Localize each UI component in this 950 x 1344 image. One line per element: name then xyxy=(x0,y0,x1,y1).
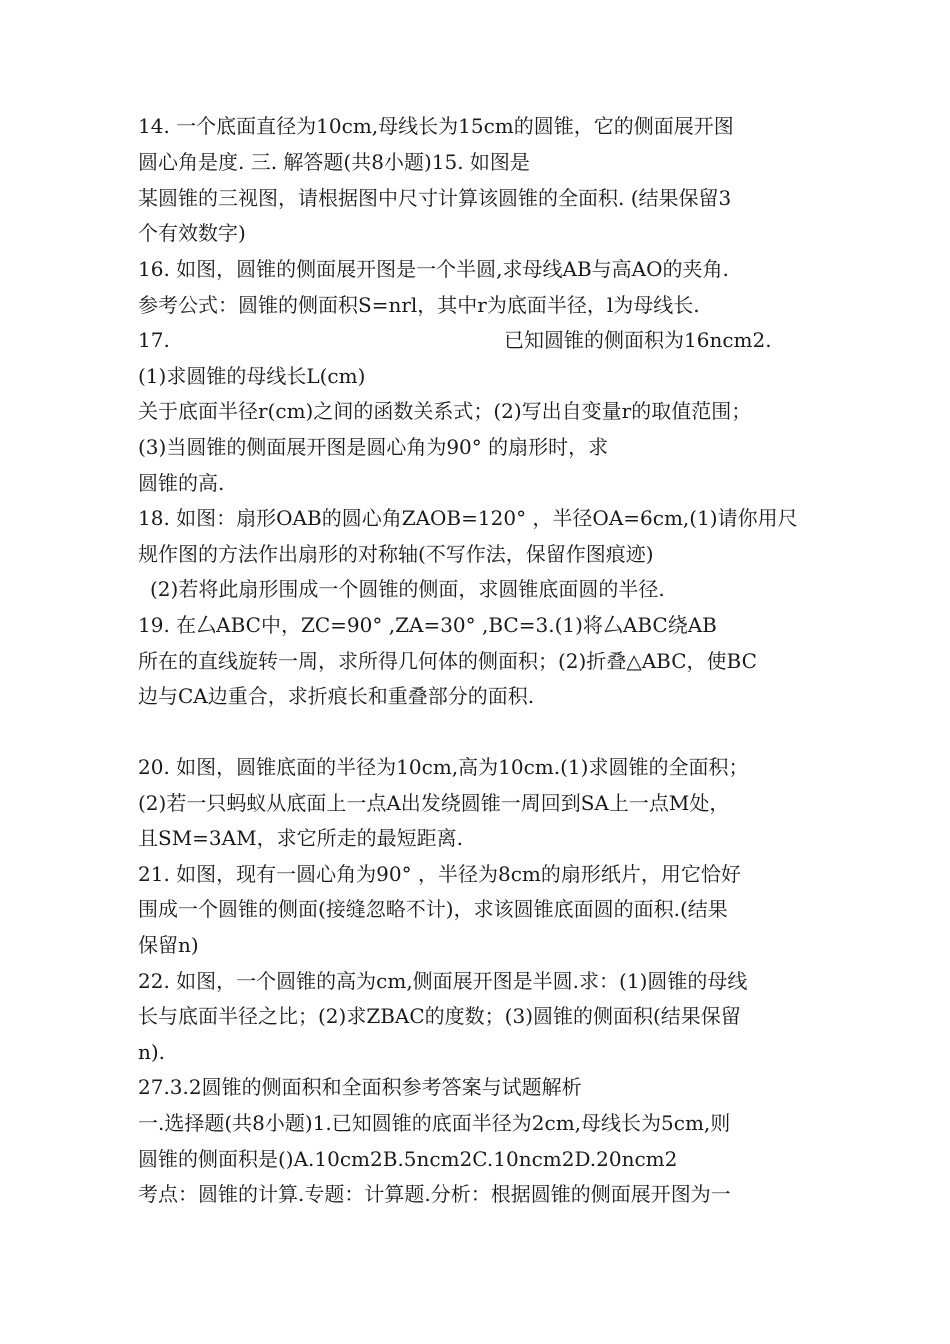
text-line-answer-q1: 一.选择题(共8小题)1.已知圆锥的底面半径为2cm,母线长为5cm,则 xyxy=(138,1111,731,1135)
text-line-q15-cont: 个有效数字) xyxy=(138,221,246,245)
text-line-answer-q1-analysis: 考点：圆锥的计算.专题：计算题.分析：根据圆锥的侧面展开图为一 xyxy=(138,1182,731,1206)
text-line-q17-stem: 已知圆锥的侧面积为16ncm2. xyxy=(504,328,772,352)
text-line-q14-cont: 圆心角是度. 三. 解答题(共8小题)15. 如图是 xyxy=(138,150,530,174)
text-line-answer-q1-options: 圆锥的侧面积是()A.10cm2B.5ncm2C.10ncm2D.20ncm2 xyxy=(138,1147,678,1171)
text-line-formula: 参考公式：圆锥的侧面积S=nrl，其中r为底面半径，l为母线长. xyxy=(138,293,700,317)
text-line-q19-cont: 所在的直线旋转一周，求所得几何体的侧面积；(2)折叠△ABC，使BC xyxy=(138,649,757,673)
text-line-q18-part2: (2)若将此扇形围成一个圆锥的侧面，求圆锥底面圆的半径. xyxy=(150,577,665,601)
text-line-q14: 14. 一个底面直径为10cm,母线长为15cm的圆锥，它的侧面展开图 xyxy=(138,114,734,138)
text-line-q16: 16. 如图，圆锥的侧面展开图是一个半圆,求母线AB与高AO的夹角. xyxy=(138,257,729,281)
text-line-q20-end: 且SM=3AM，求它所走的最短距离. xyxy=(138,826,463,850)
text-line-q18-cont: 规作图的方法作出扇形的对称轴(不写作法，保留作图痕迹) xyxy=(138,542,654,566)
text-line-q20-part2: (2)若一只蚂蚁从底面上一点A出发绕圆锥一周回到SA上一点M处， xyxy=(138,791,730,815)
text-line-q22-end: n). xyxy=(138,1040,166,1064)
text-line-q21: 21. 如图，现有一圆心角为90° ，半径为8cm的扇形纸片，用它恰好 xyxy=(138,862,741,886)
text-line-q19: 19. 在厶ABC中，ZC=90° ,ZA=30° ,BC=3.(1)将厶ABC绕AB xyxy=(138,613,717,637)
text-line-q21-cont: 围成一个圆锥的侧面(接缝忽略不计)，求该圆锥底面圆的面积.(结果 xyxy=(138,897,728,921)
text-line-q17-part1: (1)求圆锥的母线长L(cm) xyxy=(138,364,366,388)
text-line-q17-number: 17. xyxy=(138,328,170,352)
text-line-q22: 22. 如图，一个圆锥的高为cm,侧面展开图是半圆.求：(1)圆锥的母线 xyxy=(138,969,748,993)
text-line-q15: 某圆锥的三视图，请根据图中尺寸计算该圆锥的全面积. (结果保留3 xyxy=(138,186,732,210)
text-line-q20: 20. 如图，圆锥底面的半径为10cm,高为10cm.(1)求圆锥的全面积； xyxy=(138,755,749,779)
text-line-q17-part2: 关于底面半径r(cm)之间的函数关系式；(2)写出自变量r的取值范围； xyxy=(138,399,752,423)
text-line-q17-part3: (3)当圆锥的侧面展开图是圆心角为90° 的扇形时，求 xyxy=(138,435,609,459)
text-line-q22-cont: 长与底面半径之比；(2)求ZBAC的度数；(3)圆锥的侧面积(结果保留 xyxy=(138,1004,741,1028)
section-heading-answers: 27.3.2圆锥的侧面积和全面积参考答案与试题解析 xyxy=(138,1075,582,1099)
text-line-q19-end: 边与CA边重合，求折痕长和重叠部分的面积. xyxy=(138,684,535,708)
text-line-q18: 18. 如图：扇形OAB的圆心角ZAOB=120° ，半径OA=6cm,(1)请你用尺 xyxy=(138,506,798,530)
text-line-q17-part3-cont: 圆锥的高. xyxy=(138,471,225,495)
text-line-q21-end: 保留n) xyxy=(138,933,199,957)
